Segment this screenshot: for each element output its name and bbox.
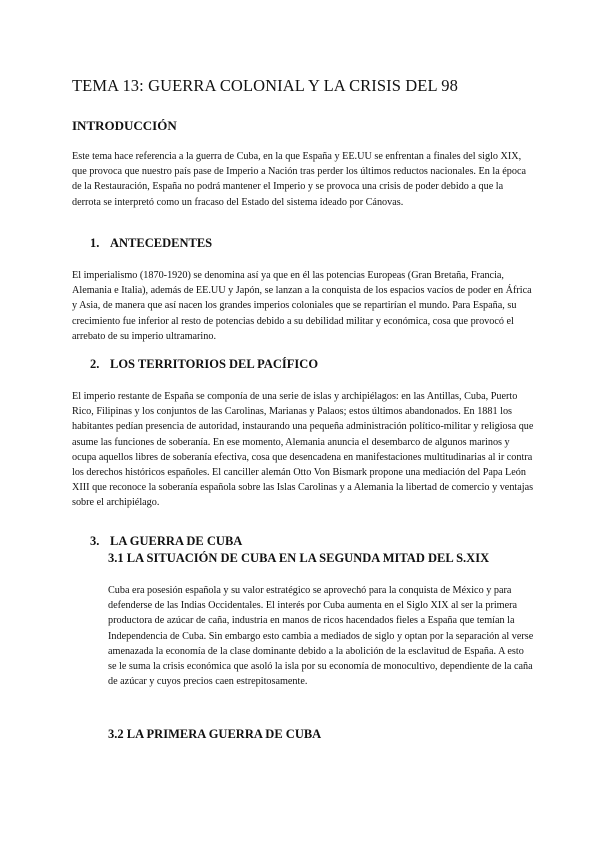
section-1-title: ANTECEDENTES [110,236,213,250]
section-1-number: 1. [90,236,100,250]
page-title: TEMA 13: GUERRA COLONIAL Y LA CRISIS DEL 98 [72,76,458,95]
subsection-3-1-heading: 3.1 LA SITUACIÓN DE CUBA EN LA SEGUNDA MITAD DEL S.XIX [108,551,490,565]
section-1-heading [90,236,212,251]
section-2-heading [90,357,318,372]
section-2-paragraph: El imperio restante de España se componía de una serie de islas y archipiélagos: en las Antillas, Cuba, Puerto Rico, Filipinas y los conjuntos de las Carolinas, Marianas y Palaos; estos últimos abandonados. En 1881 los habitantes pedían presencia de autoridad, instaurando una pequeña administración político-militar y religiosa que asume las funciones de soberanía. En ese momento, Alemania anuncia el desembarco de algunos marinos y ocupa aquellos libres de soberanía efectiva, cosa que desencadena en manifestaciones multitudinarias al ir contra los derechos históricos españoles. El canciller alemán Otto Von Bismark propone una mediación del Papa León XIII que reconoce la soberanía española sobre las Islas Carolinas y a Alemania la libertad de comercio y ventajas sobre el archipiélago. [72,391,534,509]
subsection-3-1-paragraph: Cuba era posesión española y su valor estratégico se aprovechó para la conquista de México y para defenderse de las Indias Occidentales. El interés por Cuba aumenta en el Siglo XIX al ser la primera productora de azúcar de caña, industria en manos de ricos hacendados fieles a España que temían la Independencia de Cuba. Sin embargo esto cambia a mediados de siglo y optan por la separación al verse amenazada la economía de la clase dominante debido a la abolición de la esclavitud de España. A esto se le suma la crisis económica que asoló la isla por su economía de monocultivo, dependiente de la caña de azúcar y cuyos precios caen estrepitosamente. [108,585,534,688]
section-2-title: LOS TERRITORIOS DEL PACÍFICO [110,357,319,371]
intro-paragraph: Este tema hace referencia a la guerra de Cuba, en la que España y EE.UU se enfrentan a finales del siglo XIX, que provoca que nuestro país pase de Imperio a Nación tras perder los últimos reductos nacionales. En la época de la Restauración, España no podrá mantener el Imperio y se provoca una crisis de poder debido a que la derrota se interpretó como un fracaso del Estado del sistema ideado por Cánovas. [72,151,527,208]
section-3-heading [90,534,242,549]
section-1-paragraph: El imperialismo (1870-1920) se denomina así ya que en él las potencias Europeas (Gran Bretaña, Francia, Alemania e Italia), además de EE.UU y Japón, se lanzan a la conquista de los espacios vacíos de poder en África y Asia, de manera que así nacen los grandes imperios coloniales que se repartirían el mundo. Para España, su crecimiento fue inferior al resto de potencias debido a su debilidad militar y económica, cosa que provocó el arrebato de su imperio ultramarino. [72,270,532,342]
section-2-number: 2. [90,357,100,371]
section-3-number: 3. [90,534,100,548]
subsection-3-2-heading: 3.2 LA PRIMERA GUERRA DE CUBA [108,727,322,741]
section-3-title: LA GUERRA DE CUBA [110,534,243,548]
intro-heading: INTRODUCCIÓN [72,118,177,133]
